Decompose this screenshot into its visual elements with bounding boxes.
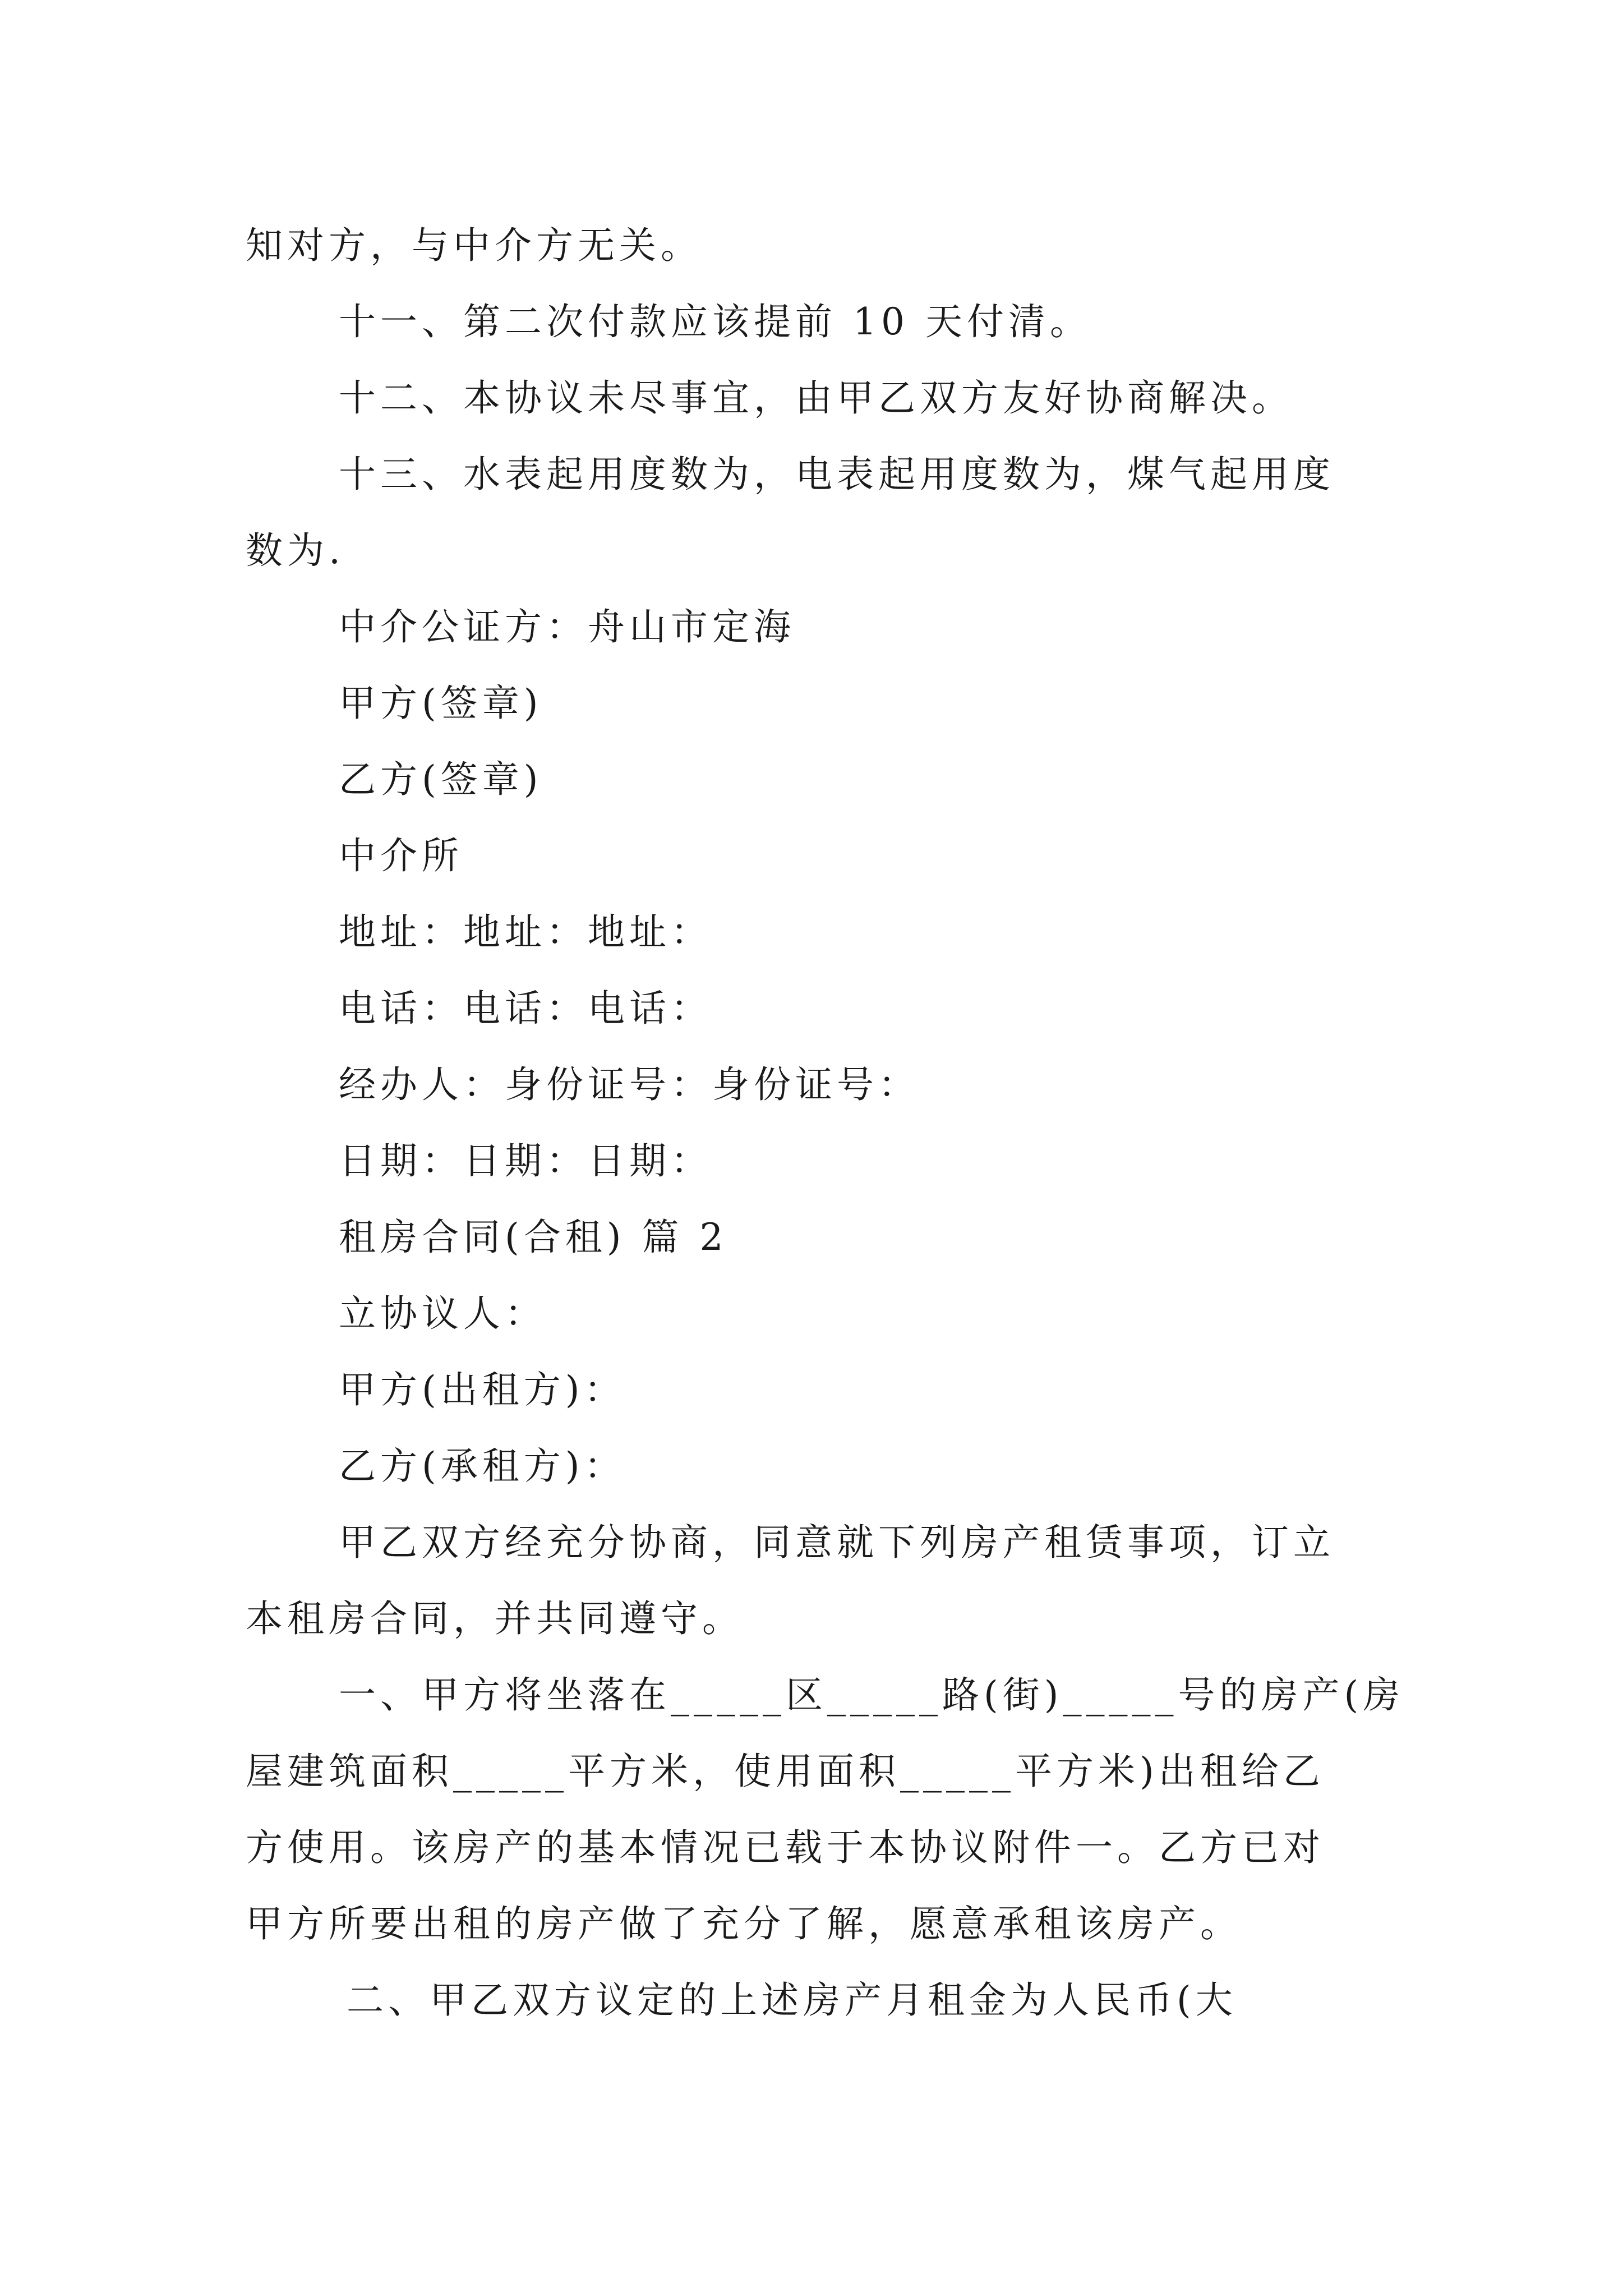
text-line: 屋建筑面积_____平方米，使用面积_____平方米)出租给乙 xyxy=(246,1750,1325,1793)
text-line: 甲方(签章) xyxy=(339,682,543,725)
text-line: 日期：日期：日期： xyxy=(339,1139,712,1182)
text-line: 数为. xyxy=(246,529,345,572)
text-line: 中介所 xyxy=(339,834,463,877)
text-line: 十二、本协议未尽事宜，由甲乙双方友好协商解决。 xyxy=(339,376,1293,420)
text-line: 中介公证方：舟山市定海 xyxy=(339,605,795,648)
text-line: 二、甲乙双方议定的上述房产月租金为人民币(大 xyxy=(347,1978,1237,2022)
text-line: 经办人：身份证号：身份证号： xyxy=(339,1063,920,1106)
text-line: 十一、第二次付款应该提前 10 天付清。 xyxy=(339,300,1091,343)
section-heading: 租房合同(合租) 篇 2 xyxy=(339,1216,728,1259)
text-line: 本租房合同，并共同遵守。 xyxy=(246,1597,744,1640)
text-line: 地址：地址：地址： xyxy=(339,910,712,954)
text-line: 立协议人： xyxy=(339,1292,546,1335)
text-line: 方使用。该房产的基本情况已载于本协议附件一。乙方已对 xyxy=(246,1826,1325,1869)
text-line: 乙方(签章) xyxy=(339,758,543,801)
text-line: 甲方(出租方)： xyxy=(339,1368,626,1411)
text-line: 甲方所要出租的房产做了充分了解，愿意承租该房产。 xyxy=(246,1902,1242,1945)
text-line: 甲乙双方经充分协商，同意就下列房产租赁事项，订立 xyxy=(339,1521,1335,1564)
text-line: 十三、水表起用度数为，电表起用度数为，煤气起用度 xyxy=(339,453,1335,496)
text-line: 一、甲方将坐落在_____区_____路(街)_____号的房产(房 xyxy=(339,1673,1405,1717)
text-line: 知对方，与中介方无关。 xyxy=(246,224,702,267)
text-line: 电话：电话：电话： xyxy=(339,987,712,1030)
text-line: 乙方(承租方)： xyxy=(339,1444,626,1488)
